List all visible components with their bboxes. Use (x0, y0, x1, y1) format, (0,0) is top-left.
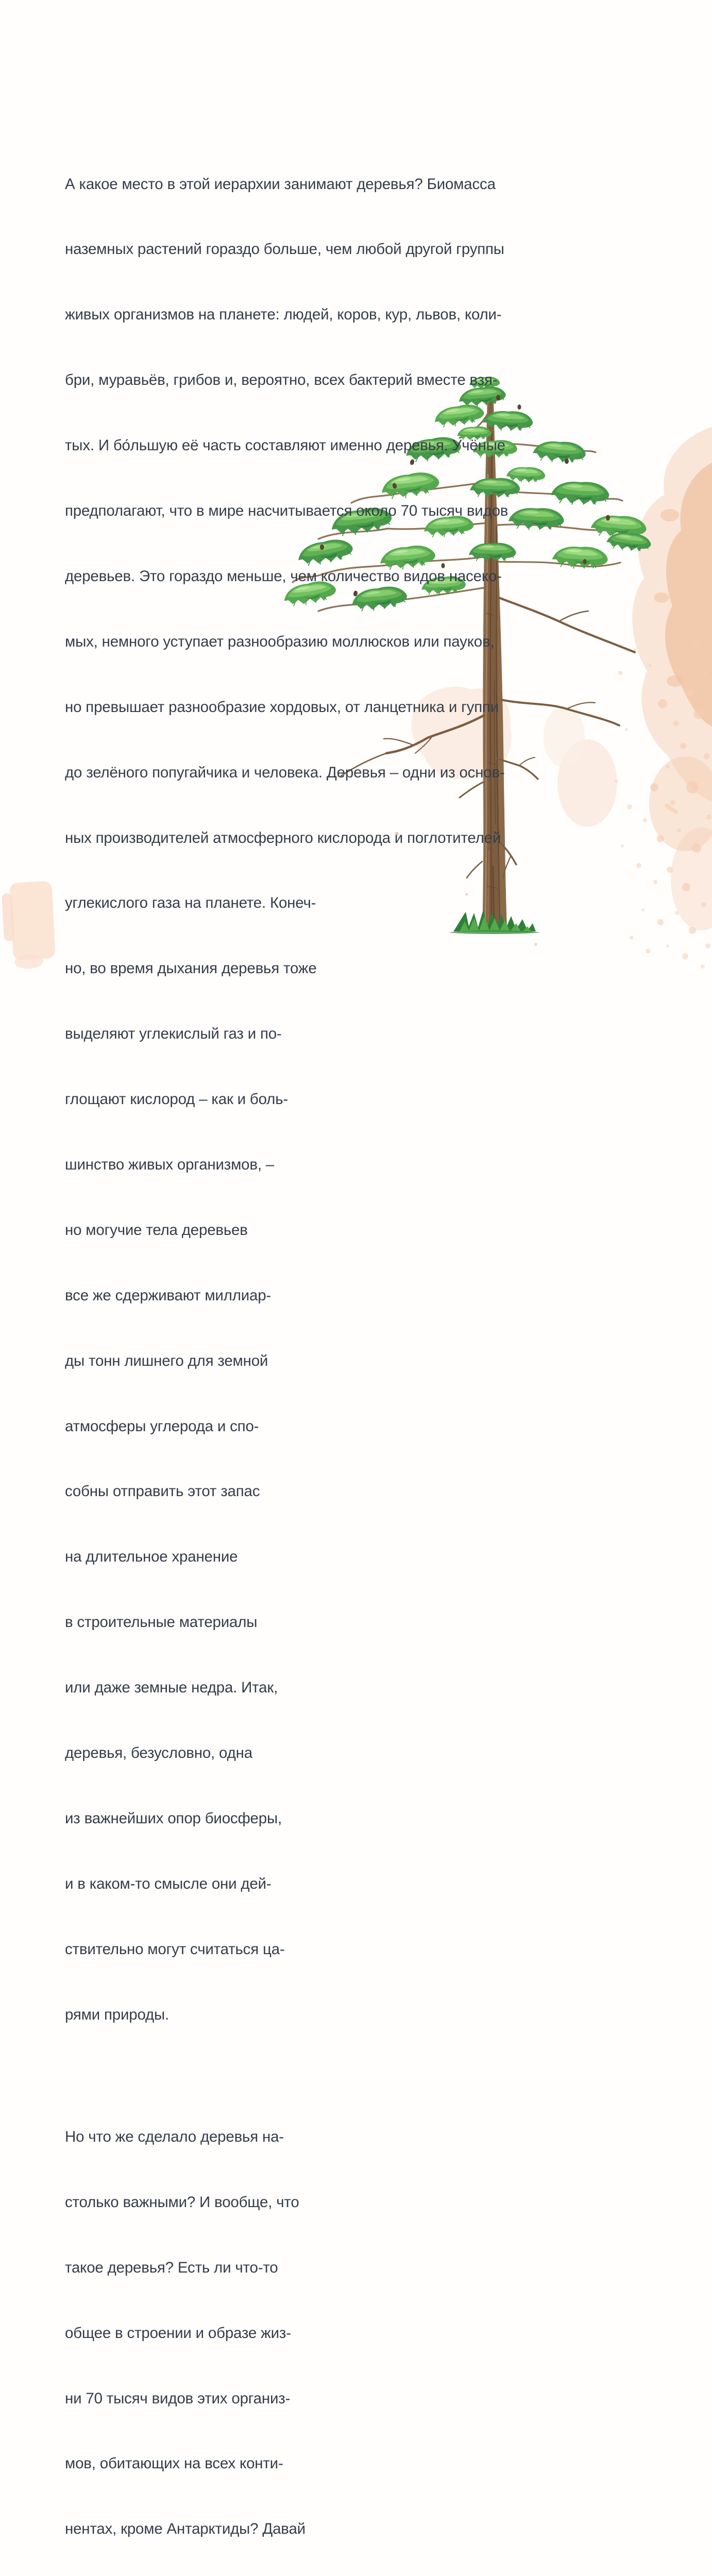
text-line: наземных растений гораздо больше, чем любой другой группы (65, 241, 504, 258)
body-text-paragraph-1 (65, 130, 508, 2069)
wash-blob (667, 675, 683, 687)
text-line: мых, немного уступает разнообразию моллюсков или пауков, (65, 633, 495, 650)
text-line: нентах, кроме Антарктиды? Давай (65, 2520, 306, 2538)
text-line: шинство живых организмов, – (65, 1156, 275, 1173)
text-line: живых организмов на планете: людей, коров, кур, львов, коли- (65, 306, 502, 324)
text-line: мов, обитающих на всех конти- (65, 2455, 283, 2472)
text-line: на длительное хранение (65, 1548, 238, 1566)
text-line: но превышает разнообразие хордовых, от ланцетника и гуппи (65, 698, 499, 716)
text-line: такое деревья? Есть ли что-то (65, 2259, 278, 2276)
text-line: столько важными? И вообще, что (65, 2193, 299, 2211)
text-line: собны отправить этот запас (65, 1483, 260, 1500)
text-line: ды тонн лишнего для земной (65, 1352, 268, 1369)
text-line: общее в строении и образе жиз- (65, 2324, 291, 2342)
text-line: выделяют углекислый газ и по- (65, 1025, 282, 1043)
text-line: предполагают, что в мире насчитывается около 70 тысяч видов (65, 502, 508, 520)
text-line: тых. И бо́льшую её часть составляют именно деревья. Учёные (65, 437, 505, 454)
text-line: бри, муравьёв, грибов и, вероятно, всех бактерий вместе взя- (65, 371, 498, 389)
text-line: ных производителей атмосферного кислорода и поглотителей (65, 829, 501, 846)
text-line: и в каком-то смысле они дей- (65, 1875, 272, 1892)
text-line: Но что же сделало деревья на- (65, 2128, 284, 2146)
text-line: из важнейших опор биосферы, (65, 1809, 282, 1827)
wash-bottom-left (1, 881, 56, 970)
text-line: в строительные материалы (65, 1614, 258, 1631)
paint-speck (534, 943, 537, 946)
text-line: ни 70 тысяч видов этих организ- (65, 2389, 291, 2407)
body-text-paragraph-2 (65, 2082, 508, 2576)
text-line: углекислого газа на планете. Конеч- (65, 894, 316, 912)
wash-blob (660, 509, 679, 521)
text-line: ствительно могут считаться ца- (65, 1940, 285, 1958)
text-line: атмосферы углерода и спо- (65, 1417, 259, 1435)
article-text (65, 130, 508, 2576)
text-line: рями природы. (65, 2006, 169, 2023)
text-line: но могучие тела деревьев (65, 1221, 248, 1239)
text-line: но, во время дыхания деревья тоже (65, 960, 317, 977)
text-line: деревья, безусловно, одна (65, 1744, 252, 1761)
text-line: или даже земные недра. Итак, (65, 1679, 278, 1697)
text-line: глощают кислород – как и боль- (65, 1091, 288, 1108)
text-line: до зелёного попугайчика и человека. Деревья – одни из основ- (65, 764, 505, 781)
text-line: все же сдерживают миллиар- (65, 1286, 272, 1304)
text-line: деревьев. Это гораздо меньше, чем количество видов насеко- (65, 567, 502, 585)
text-line: А какое место в этой иерархии занимают деревья? Биомасса (65, 175, 496, 193)
